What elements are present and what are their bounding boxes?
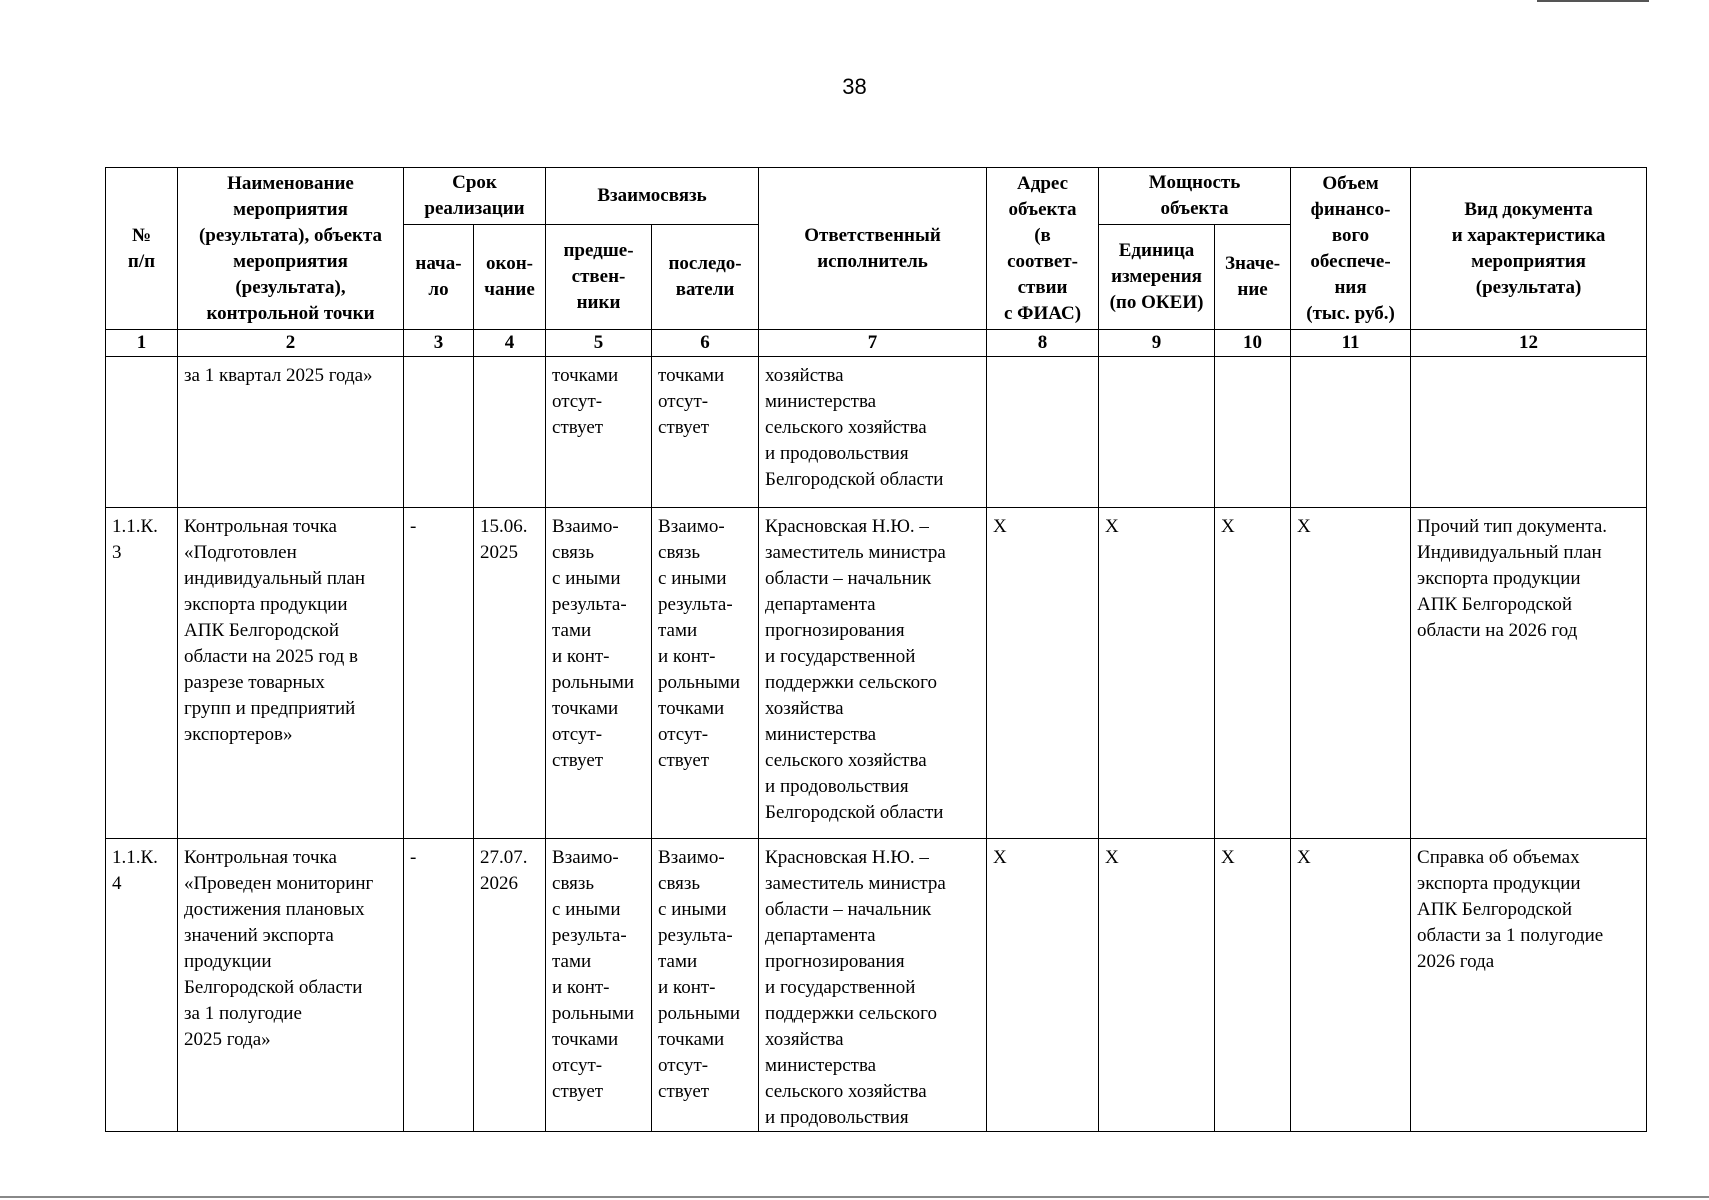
header-executor: Ответственный исполнитель (759, 168, 987, 330)
cell-next: Взаимо- связь с иными результа- тами и конт- рольными точками отсут- ствует (652, 839, 759, 1132)
cell-executor: Красновская Н.Ю. – заместитель министра области – начальник департамента прогнозирования и государственной поддержки сельского хозяйства министерства сельского хозяйства и продовольствия (759, 839, 987, 1132)
cell-finance (1291, 357, 1411, 508)
column-number: 12 (1411, 330, 1647, 357)
header-term-end: окон- чание (474, 225, 546, 330)
header-doc-type: Вид документа и характеристика мероприятия (результата) (1411, 168, 1647, 330)
cell-num (106, 357, 178, 508)
header-name: Наименование мероприятия (результата), объекта мероприятия (результата), контрольной точки (178, 168, 404, 330)
column-number: 1 (106, 330, 178, 357)
cell-end: 15.06. 2025 (474, 508, 546, 839)
cell-name: за 1 квартал 2025 года» (178, 357, 404, 508)
cell-address: Х (987, 839, 1099, 1132)
column-number: 10 (1215, 330, 1291, 357)
column-number: 6 (652, 330, 759, 357)
cell-name: Контрольная точка «Проведен мониторинг достижения плановых значений экспорта продукции Белгородской области за 1 полугодие 2025 года» (178, 839, 404, 1132)
header-term: Срок реализации (404, 168, 546, 225)
table-row (106, 508, 1647, 839)
column-number: 7 (759, 330, 987, 357)
table-row (106, 839, 1647, 1132)
header-relation: Взаимосвязь (546, 168, 759, 225)
column-number: 4 (474, 330, 546, 357)
cell-start: - (404, 508, 474, 839)
cell-num: 1.1.К. 3 (106, 508, 178, 839)
bottom-edge-rule (0, 1196, 1709, 1198)
header-relation-next: последо- ватели (652, 225, 759, 330)
cell-end (474, 357, 546, 508)
cell-next: Взаимо- связь с иными результа- тами и конт- рольными точками отсут- ствует (652, 508, 759, 839)
cell-address: Х (987, 508, 1099, 839)
cell-unit: Х (1099, 508, 1215, 839)
cell-doc: Прочий тип документа. Индивидуальный план экспорта продукции АПК Белгородской области на 2026 год (1411, 508, 1647, 839)
plan-table (105, 167, 1647, 1132)
cell-prev: точками отсут- ствует (546, 357, 652, 508)
cell-executor: хозяйства министерства сельского хозяйства и продовольствия Белгородской области (759, 357, 987, 508)
column-number: 3 (404, 330, 474, 357)
cell-end: 27.07. 2026 (474, 839, 546, 1132)
cell-prev: Взаимо- связь с иными результа- тами и конт- рольными точками отсут- ствует (546, 839, 652, 1132)
table-row (106, 357, 1647, 508)
header-address: Адрес объекта (в соответ- ствии с ФИАС) (987, 168, 1099, 330)
header-num: № п/п (106, 168, 178, 330)
cell-address (987, 357, 1099, 508)
cell-prev: Взаимо- связь с иными результа- тами и конт- рольными точками отсут- ствует (546, 508, 652, 839)
header-capacity: Мощность объекта (1099, 168, 1291, 225)
cell-start (404, 357, 474, 508)
cell-unit: Х (1099, 839, 1215, 1132)
page-number: 38 (842, 74, 867, 99)
header-finance: Объем финансо- вого обеспече- ния (тыс. руб.) (1291, 168, 1411, 330)
cell-executor: Красновская Н.Ю. – заместитель министра области – начальник департамента прогнозирования и государственной поддержки сельского хозяйства министерства сельского хозяйства и продовольствия Белгородской области (759, 508, 987, 839)
cell-finance: Х (1291, 839, 1411, 1132)
cell-start: - (404, 839, 474, 1132)
cell-unit (1099, 357, 1215, 508)
column-number: 9 (1099, 330, 1215, 357)
header-capacity-value: Значе- ние (1215, 225, 1291, 330)
column-number: 8 (987, 330, 1099, 357)
cell-value: Х (1215, 839, 1291, 1132)
cell-value (1215, 357, 1291, 508)
cell-finance: Х (1291, 508, 1411, 839)
cell-doc (1411, 357, 1647, 508)
cell-name: Контрольная точка «Подготовлен индивидуальный план экспорта продукции АПК Белгородской области на 2025 год в разрезе товарных групп и предприятий экспортеров» (178, 508, 404, 839)
column-number: 2 (178, 330, 404, 357)
header-term-start: нача- ло (404, 225, 474, 330)
column-number: 11 (1291, 330, 1411, 357)
cell-num: 1.1.К. 4 (106, 839, 178, 1132)
cell-value: Х (1215, 508, 1291, 839)
cell-next: точками отсут- ствует (652, 357, 759, 508)
cell-doc: Справка об объемах экспорта продукции АПК Белгородской области за 1 полугодие 2026 года (1411, 839, 1647, 1132)
top-edge-rule (1537, 0, 1649, 2)
header-relation-prev: предше- ствен- ники (546, 225, 652, 330)
header-capacity-unit: Единица измерения (по ОКЕИ) (1099, 225, 1215, 330)
column-number: 5 (546, 330, 652, 357)
